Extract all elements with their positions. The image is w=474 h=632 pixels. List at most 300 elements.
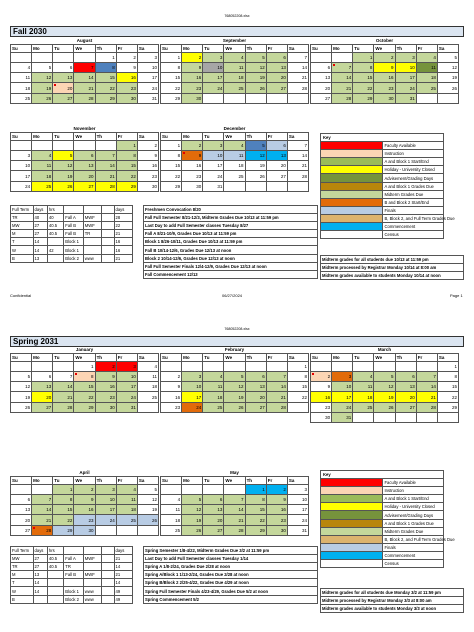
block-cell: [102, 222, 114, 230]
day-cell: 12: [245, 62, 266, 72]
day-cell: 29: [353, 93, 374, 103]
day-cell: 26: [245, 171, 266, 181]
day-cell: 10: [203, 62, 224, 72]
block-row: [11, 571, 133, 579]
block-cell: [102, 555, 114, 563]
day-cell: 12: [374, 382, 395, 392]
day-cell: 10: [137, 62, 158, 72]
day-cell: [74, 140, 95, 150]
day-cell: 16: [311, 392, 332, 402]
day-cell: 7: [287, 140, 308, 150]
day-cell: 19: [374, 392, 395, 402]
day-cell: [374, 412, 395, 422]
day-cell: 21: [32, 515, 53, 525]
day-cell: 12: [32, 73, 53, 83]
day-cell: 18: [32, 171, 53, 181]
day-cell: 2: [116, 52, 137, 62]
day-cell: 19: [137, 505, 158, 515]
week-row: [161, 83, 309, 93]
week-row: [11, 392, 159, 402]
day-cell: 3: [182, 371, 203, 381]
day-cell: 14: [266, 382, 287, 392]
weekday-header: Sa: [137, 44, 158, 52]
day-cell: 24: [287, 515, 308, 525]
note-line: Fall A 8/21-10/9, Grades Due 10/13 at 11:59 pm: [144, 230, 318, 238]
day-cell: 16: [95, 382, 116, 392]
key-label: Holiday - University Closed: [382, 503, 444, 511]
day-cell: 29: [437, 402, 458, 412]
week-row: [11, 505, 159, 515]
month-december: [160, 126, 309, 192]
key-swatch: [321, 214, 383, 222]
day-cell: 9: [74, 494, 95, 504]
day-cell: 23: [137, 171, 158, 181]
key-label: Faculty Available: [382, 479, 444, 487]
day-cell: 9: [95, 371, 116, 381]
block-cell: 14: [33, 238, 47, 246]
day-cell: 1: [437, 361, 458, 371]
weekday-header: Th: [95, 44, 116, 52]
day-cell: [203, 361, 224, 371]
block-cell: [102, 206, 114, 214]
key-row: [321, 182, 444, 190]
weekday-header: Fr: [116, 132, 137, 140]
day-cell: 21: [224, 515, 245, 525]
day-cell: 26: [182, 525, 203, 535]
day-cell: 31: [287, 525, 308, 535]
weekday-header: Tu: [353, 353, 374, 361]
day-cell: 21: [287, 161, 308, 171]
key-row: [321, 527, 444, 535]
day-cell: [437, 412, 458, 422]
weekday-header: We: [74, 44, 95, 52]
key-row: [321, 511, 444, 519]
file-name-second: 768052208.xlsx: [224, 327, 250, 331]
key-row: [321, 158, 444, 166]
day-cell: 20: [11, 515, 32, 525]
month-october: [310, 38, 459, 104]
day-cell: 12: [53, 161, 74, 171]
key-row: [321, 214, 444, 222]
key-swatch: [321, 174, 383, 182]
day-cell: 8: [53, 494, 74, 504]
weekday-header: We: [224, 353, 245, 361]
weekday-header: Mo: [182, 132, 203, 140]
block-cell: B: [11, 595, 34, 603]
week-row: [311, 392, 459, 402]
month-march: [310, 347, 459, 423]
block-cell: 40: [47, 214, 63, 222]
block-cell: 14: [114, 579, 133, 587]
block-cell: 40.5: [47, 230, 63, 238]
day-cell: 2: [266, 484, 287, 494]
day-cell: 5: [245, 52, 266, 62]
block-cell: Fall B: [64, 571, 83, 579]
day-cell: 12: [437, 62, 458, 72]
day-cell: 24: [332, 402, 353, 412]
week-row: [11, 150, 159, 160]
block-cell: [47, 587, 63, 595]
key-label: A and Block 1 Grades Due: [382, 182, 444, 190]
weekday-header: Tu: [53, 132, 74, 140]
day-cell: 9: [266, 494, 287, 504]
week-row: [311, 93, 459, 103]
weekday-header: Mo: [182, 44, 203, 52]
day-cell: 6: [311, 62, 332, 72]
day-cell: 6: [32, 371, 53, 381]
day-cell: 30: [74, 525, 95, 535]
day-cell: 30: [374, 93, 395, 103]
key-row: [321, 543, 444, 551]
weekday-header: Th: [245, 132, 266, 140]
block-cell: [33, 595, 47, 603]
week-row: [161, 382, 309, 392]
note-line: Midterm grades available to students Monday 3/3 at noon: [321, 605, 464, 613]
fall-key: [320, 133, 455, 239]
day-cell: 14: [74, 73, 95, 83]
day-cell: 9: [137, 150, 158, 160]
month-may: [160, 470, 309, 536]
day-cell: 10: [203, 150, 224, 160]
week-row: [161, 371, 309, 381]
key-label: Commencement: [382, 551, 444, 559]
block-cell: TR: [64, 563, 83, 571]
week-row: [11, 83, 159, 93]
week-row: [161, 392, 309, 402]
spring-notes: [143, 546, 318, 604]
block-cell: [64, 579, 83, 587]
day-cell: 3: [203, 52, 224, 62]
day-cell: 3: [116, 361, 137, 371]
day-cell: 13: [53, 73, 74, 83]
day-cell: [266, 93, 287, 103]
month-name: May: [230, 470, 239, 476]
day-cell: 22: [161, 83, 182, 93]
block-cell: 21: [114, 571, 133, 579]
block-cell: MW: [11, 555, 34, 563]
day-cell: 31: [332, 412, 353, 422]
block-cell: 49: [114, 595, 133, 603]
day-cell: 8: [95, 62, 116, 72]
key-row: [321, 150, 444, 158]
day-cell: 9: [182, 150, 203, 160]
key-swatch: [321, 543, 383, 551]
day-cell: 7: [266, 371, 287, 381]
weekday-header: We: [74, 353, 95, 361]
weekday-header: Fr: [266, 353, 287, 361]
day-cell: 21: [74, 83, 95, 93]
key-row: [321, 503, 444, 511]
block-cell: M: [11, 571, 34, 579]
block-cell: hrs: [47, 206, 63, 214]
day-cell: 22: [245, 515, 266, 525]
day-cell: [311, 361, 332, 371]
block-cell: 14: [33, 579, 47, 587]
key-swatch: [321, 551, 383, 559]
day-cell: 4: [353, 371, 374, 381]
block-cell: 16: [114, 246, 133, 254]
day-cell: 20: [266, 73, 287, 83]
month-name: January: [75, 347, 94, 353]
key-label: A and Block 1 Grades Due: [382, 519, 444, 527]
block-cell: 22: [114, 222, 133, 230]
key-row: [321, 223, 444, 231]
day-cell: 1: [245, 484, 266, 494]
day-cell: 4: [416, 52, 437, 62]
day-cell: 29: [95, 93, 116, 103]
key-label: B, Block 2, and Full Term Grades Due: [382, 214, 444, 222]
block-cell: Full Term: [11, 547, 34, 555]
day-cell: 21: [95, 171, 116, 181]
day-cell: 13: [32, 382, 53, 392]
day-cell: 1: [116, 140, 137, 150]
block-cell: 42: [47, 246, 63, 254]
day-cell: [332, 52, 353, 62]
weekday-header: Su: [161, 476, 182, 484]
week-row: [11, 371, 159, 381]
day-cell: 14: [416, 382, 437, 392]
day-cell: 14: [287, 150, 308, 160]
week-row: [311, 62, 459, 72]
key-swatch: [321, 487, 383, 495]
weekday-header: Mo: [32, 132, 53, 140]
day-cell: 23: [95, 392, 116, 402]
day-cell: 18: [224, 73, 245, 83]
day-cell: 8: [287, 371, 308, 381]
note-line: Spring A/Block 1 1/13-2/24, Grades Due 2/28 at noon: [144, 571, 318, 579]
day-cell: 24: [203, 83, 224, 93]
note-line: Midterm processed by Registrar Monday 10/14 at 8:00 am: [321, 264, 464, 272]
day-cell: 29: [53, 525, 74, 535]
spring-side-notes: [320, 588, 464, 613]
day-cell: [416, 361, 437, 371]
day-cell: 3: [287, 484, 308, 494]
day-cell: 2: [374, 52, 395, 62]
block-cell: [64, 206, 83, 214]
day-cell: [266, 361, 287, 371]
key-label: Commencement: [382, 223, 444, 231]
note-line: Fall B 10/14-12/6, Grades Due 12/13 at noon: [144, 246, 318, 254]
month-name: February: [224, 347, 245, 353]
day-cell: 11: [416, 62, 437, 72]
day-cell: 3: [11, 150, 32, 160]
block-cell: [83, 579, 101, 587]
block-cell: M: [11, 230, 34, 238]
day-cell: 17: [203, 73, 224, 83]
day-cell: 28: [332, 93, 353, 103]
weekday-header: Mo: [182, 476, 203, 484]
block-cell: MWF: [83, 571, 101, 579]
day-cell: 5: [137, 484, 158, 494]
block-cell: Block 1: [64, 238, 83, 246]
weekday-header: Su: [11, 132, 32, 140]
block-row: [11, 246, 133, 254]
day-cell: 11: [203, 382, 224, 392]
key-swatch: [321, 519, 383, 527]
block-cell: 21: [114, 230, 133, 238]
weekday-header: Th: [245, 353, 266, 361]
day-cell: 5: [53, 150, 74, 160]
month-name: September: [222, 38, 247, 44]
day-cell: 7: [53, 371, 74, 381]
key-title: Key: [321, 471, 444, 479]
month-april: [10, 470, 159, 536]
day-cell: 5: [374, 371, 395, 381]
day-cell: 15: [437, 382, 458, 392]
block-cell: 27: [33, 230, 47, 238]
block-cell: 40.5: [47, 222, 63, 230]
block-cell: Fall B: [64, 230, 83, 238]
day-cell: 11: [353, 382, 374, 392]
block-cell: [102, 246, 114, 254]
semester-title-fall: Fall 2030: [10, 26, 464, 37]
day-cell: 10: [395, 62, 416, 72]
key-swatch: [321, 223, 383, 231]
block-cell: TR: [11, 563, 34, 571]
key-row: [321, 231, 444, 239]
key-label: Midterm Grades Due: [382, 190, 444, 198]
week-row: [11, 484, 159, 494]
key-swatch: [321, 198, 383, 206]
weekday-header: Sa: [137, 132, 158, 140]
day-cell: 19: [182, 515, 203, 525]
day-cell: 21: [416, 392, 437, 402]
day-cell: 6: [53, 62, 74, 72]
block-row: [11, 254, 133, 262]
week-row: [161, 484, 309, 494]
weekday-header: Sa: [287, 476, 308, 484]
day-cell: 15: [245, 505, 266, 515]
day-cell: 27: [266, 171, 287, 181]
key-swatch: [321, 503, 383, 511]
block-cell: B: [11, 254, 34, 262]
day-cell: 6: [74, 150, 95, 160]
day-cell: [287, 93, 308, 103]
day-cell: 20: [32, 392, 53, 402]
fall-side-notes: [320, 255, 464, 280]
day-cell: 2: [311, 371, 332, 381]
day-cell: [74, 52, 95, 62]
day-cell: 8: [116, 150, 137, 160]
key-row: [321, 535, 444, 543]
day-cell: 28: [224, 525, 245, 535]
day-cell: [437, 93, 458, 103]
day-cell: 22: [116, 171, 137, 181]
day-cell: 20: [203, 515, 224, 525]
day-cell: 5: [437, 52, 458, 62]
day-cell: [224, 181, 245, 191]
block-cell: [102, 254, 114, 262]
weekday-header: Su: [11, 476, 32, 484]
day-cell: [137, 402, 158, 412]
block-cell: 16: [114, 238, 133, 246]
block-row: [11, 238, 133, 246]
day-cell: 27: [266, 83, 287, 93]
day-cell: 29: [161, 181, 182, 191]
day-cell: 25: [137, 392, 158, 402]
day-cell: [353, 361, 374, 371]
day-cell: 2: [182, 140, 203, 150]
day-cell: 1: [74, 361, 95, 371]
block-cell: 27: [33, 222, 47, 230]
weekday-header: Fr: [116, 476, 137, 484]
week-row: [161, 150, 309, 160]
week-row: [11, 73, 159, 83]
week-row: [161, 52, 309, 62]
block-cell: 14: [33, 587, 47, 595]
day-cell: 27: [245, 402, 266, 412]
block-cell: [83, 206, 101, 214]
note-line: Fall Commencement 12/13: [144, 270, 318, 278]
weekday-header: We: [374, 44, 395, 52]
day-cell: 18: [137, 382, 158, 392]
day-cell: 8: [353, 62, 374, 72]
block-cell: [47, 595, 63, 603]
block-cell: Fall A: [64, 555, 83, 563]
day-cell: 20: [245, 392, 266, 402]
footer-left: Confidential: [10, 293, 32, 298]
block-row: [11, 563, 133, 571]
key-row: [321, 142, 444, 150]
block-cell: 27: [33, 563, 47, 571]
block-cell: [83, 246, 101, 254]
weekday-header: Su: [311, 44, 332, 52]
key-label: B, Block 2, and Full Term Grades Due: [382, 535, 444, 543]
key-row: [321, 198, 444, 206]
key-label: Advisement/Grading Days: [382, 511, 444, 519]
day-cell: [11, 140, 32, 150]
day-cell: 25: [203, 402, 224, 412]
day-cell: 30: [95, 402, 116, 412]
day-cell: 6: [266, 52, 287, 62]
key-swatch: [321, 190, 383, 198]
block-cell: [102, 230, 114, 238]
day-cell: 7: [74, 62, 95, 72]
day-cell: 6: [203, 494, 224, 504]
day-cell: 23: [74, 515, 95, 525]
day-cell: 2: [137, 140, 158, 150]
weekday-header: Fr: [266, 132, 287, 140]
day-cell: 17: [95, 505, 116, 515]
day-cell: 4: [116, 484, 137, 494]
day-cell: 31: [395, 93, 416, 103]
day-cell: 28: [287, 83, 308, 93]
day-cell: [182, 361, 203, 371]
key-swatch: [321, 495, 383, 503]
block-cell: MW: [11, 222, 34, 230]
key-swatch: [321, 535, 383, 543]
day-cell: 16: [266, 505, 287, 515]
day-cell: [116, 525, 137, 535]
block-cell: 49: [114, 587, 133, 595]
key-title: Key: [321, 134, 444, 142]
day-cell: 30: [311, 412, 332, 422]
key-label: Census: [382, 231, 444, 239]
block-cell: [83, 238, 101, 246]
weekday-header: Su: [11, 44, 32, 52]
day-cell: [245, 361, 266, 371]
day-cell: 30: [182, 93, 203, 103]
key-row: [321, 551, 444, 559]
weekday-header: Fr: [266, 476, 287, 484]
day-cell: 17: [137, 73, 158, 83]
day-cell: 4: [224, 52, 245, 62]
day-cell: 26: [245, 83, 266, 93]
day-cell: 1: [353, 52, 374, 62]
day-cell: 16: [161, 392, 182, 402]
spring-key: [320, 470, 455, 568]
week-row: [161, 171, 309, 181]
